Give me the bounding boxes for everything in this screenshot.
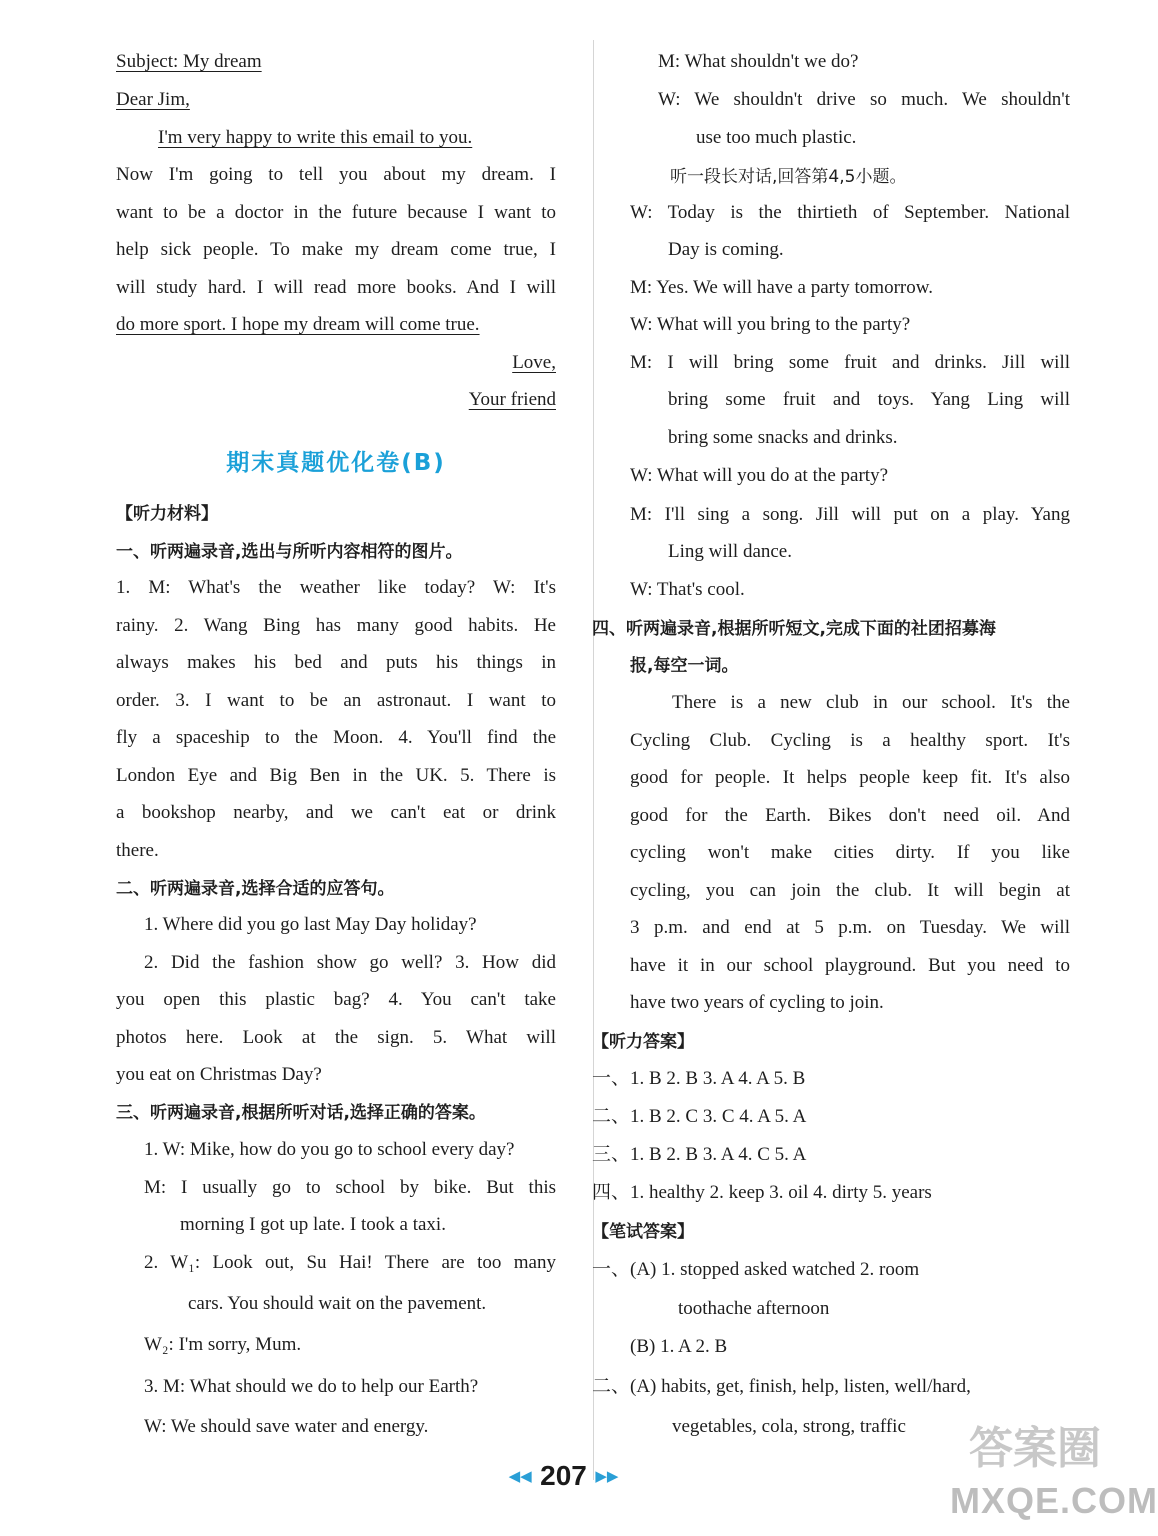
part4-line: have it in our school playground. But you need to	[630, 955, 1070, 976]
part4-heading: 四、听两遍录音,根据所听短文,完成下面的社团招募海	[592, 619, 996, 639]
part3-line: morning I got up late. I took a taxi.	[180, 1214, 446, 1235]
part3-line: M: I usually go to school by bike. But this	[144, 1177, 556, 1198]
part1-line: 1. M: What's the weather like today? W: It's	[116, 577, 556, 598]
answer-line: 二、(A) habits, get, finish, help, listen, well/hard,	[592, 1376, 971, 1397]
part4-line: cycling won't make cities dirty. If you like	[630, 842, 1070, 863]
part1-line: always makes his bed and puts his things in	[116, 652, 556, 673]
dialogue-line: W: We shouldn't drive so much. We shouldn't	[658, 89, 1070, 110]
email-body-line: want to be a doctor in the future because I want to	[116, 202, 556, 223]
dialogue-line: W: What will you bring to the party?	[630, 314, 911, 335]
dialogue-line: W: Today is the thirtieth of September. National	[630, 202, 1070, 223]
dialogue-line: M: I'll sing a song. Jill will put on a play. Yang	[630, 504, 1070, 525]
answer-line: 二、1. B 2. C 3. C 4. A 5. A	[592, 1106, 807, 1127]
prev-arrows-icon: ◀◀	[508, 1468, 532, 1485]
part2-line: photos here. Look at the sign. 5. What will	[116, 1027, 556, 1048]
answer-line: 一、1. B 2. B 3. A 4. A 5. B	[592, 1068, 806, 1089]
part2-line: you open this plastic bag? 4. You can't take	[116, 989, 556, 1010]
part1-line: fly a spaceship to the Moon. 4. You'll find the	[116, 727, 556, 748]
part4-line: have two years of cycling to join.	[630, 992, 884, 1013]
part4-line: good for people. It helps people keep fit. It's also	[630, 767, 1070, 788]
part2-heading: 二、听两遍录音,选择合适的应答句。	[116, 879, 395, 899]
part3-line: W₂: I'm sorry, Mum.	[144, 1334, 302, 1355]
answer-line: 四、1. healthy 2. keep 3. oil 4. dirty 5. years	[592, 1182, 932, 1203]
part4-line: 3 p.m. and end at 5 p.m. on Tuesday. We will	[630, 917, 1070, 938]
dialogue-line: M: What shouldn't we do?	[658, 51, 859, 72]
part2-line: 1. Where did you go last May Day holiday?	[144, 914, 477, 935]
part3-line: 2. W₁: Look out, Su Hai! There are too many	[144, 1252, 556, 1273]
dialogue-instruction: 听一段长对话,回答第4,5小题。	[670, 167, 907, 187]
answer-line: vegetables, cola, strong, traffic	[672, 1416, 906, 1437]
part3-line: 3. M: What should we do to help our Earth?	[144, 1376, 479, 1397]
email-body-line: help sick people. To make my dream come true, I	[116, 239, 556, 260]
part1-line: a bookshop nearby, and we can't eat or drink	[116, 802, 556, 823]
part1-heading: 一、听两遍录音,选出与所听内容相符的图片。	[116, 542, 463, 562]
email-closing: Love,	[512, 352, 556, 373]
dialogue-line: W: That's cool.	[630, 579, 745, 600]
part4-line: Cycling Club. Cycling is a healthy sport. It's	[630, 730, 1070, 751]
email-sign: Your friend	[468, 389, 556, 410]
dialogue-line: use too much plastic.	[696, 127, 857, 148]
dialogue-line: W: What will you do at the party?	[630, 465, 889, 486]
page-number: 207	[540, 1460, 587, 1491]
part2-line: 2. Did the fashion show go well? 3. How did	[144, 952, 556, 973]
part3-heading: 三、听两遍录音,根据所听对话,选择正确的答案。	[116, 1103, 486, 1123]
dialogue-line: bring some fruit and toys. Yang Ling will	[668, 389, 1070, 410]
dialogue-line: M: I will bring some fruit and drinks. Jill will	[630, 352, 1070, 373]
email-greeting: Dear Jim,	[116, 89, 190, 110]
part1-line: order. 3. I want to be an astronaut. I want to	[116, 690, 556, 711]
watermark-top-text: 答案圈	[969, 1423, 1101, 1474]
part1-line: rainy. 2. Wang Bing has many good habits. He	[116, 615, 556, 636]
part1-line: London Eye and Big Ben in the UK. 5. There is	[116, 765, 556, 786]
email-body-line: I'm very happy to write this email to you.	[158, 127, 473, 148]
answer-line: 一、(A) 1. stopped asked watched 2. room	[592, 1259, 920, 1280]
watermark-bottom-text: MXQE.COM	[950, 1480, 1158, 1521]
section-title: 期末真题优化卷(B)	[226, 450, 446, 476]
answer-line: toothache afternoon	[678, 1298, 830, 1319]
listening-material-label: 【听力材料】	[116, 504, 218, 524]
answer-line: (B) 1. A 2. B	[630, 1336, 728, 1357]
email-body-line: Now I'm going to tell you about my dream. I	[116, 164, 556, 185]
email-subject: Subject: My dream	[116, 51, 262, 72]
dialogue-line: Ling will dance.	[668, 541, 792, 562]
part1-line: there.	[116, 840, 159, 861]
email-body-line: will study hard. I will read more books. And I will	[116, 277, 556, 298]
part3-line: W: We should save water and energy.	[144, 1416, 429, 1437]
part3-line: cars. You should wait on the pavement.	[188, 1293, 487, 1314]
dialogue-line: M: Yes. We will have a party tomorrow.	[630, 277, 933, 298]
part4-line: good for the Earth. Bikes don't need oil. And	[630, 805, 1070, 826]
listening-answers-label: 【听力答案】	[592, 1032, 694, 1052]
dialogue-line: Day is coming.	[668, 239, 784, 260]
watermark-logo	[950, 1412, 1158, 1530]
part4-heading-cont: 报,每空一词。	[630, 656, 739, 676]
part3-line: 1. W: Mike, how do you go to school every day?	[144, 1139, 515, 1160]
next-arrows-icon: ▶▶	[595, 1468, 619, 1485]
email-body-line: do more sport. I hope my dream will come true.	[116, 314, 480, 335]
part4-line: cycling, you can join the club. It will begin at	[630, 880, 1070, 901]
part2-line: you eat on Christmas Day?	[116, 1064, 322, 1085]
written-answers-label: 【笔试答案】	[592, 1222, 694, 1242]
part4-line: There is a new club in our school. It's the	[672, 692, 1070, 713]
dialogue-line: bring some snacks and drinks.	[668, 427, 898, 448]
answer-line: 三、1. B 2. B 3. A 4. C 5. A	[592, 1144, 807, 1165]
